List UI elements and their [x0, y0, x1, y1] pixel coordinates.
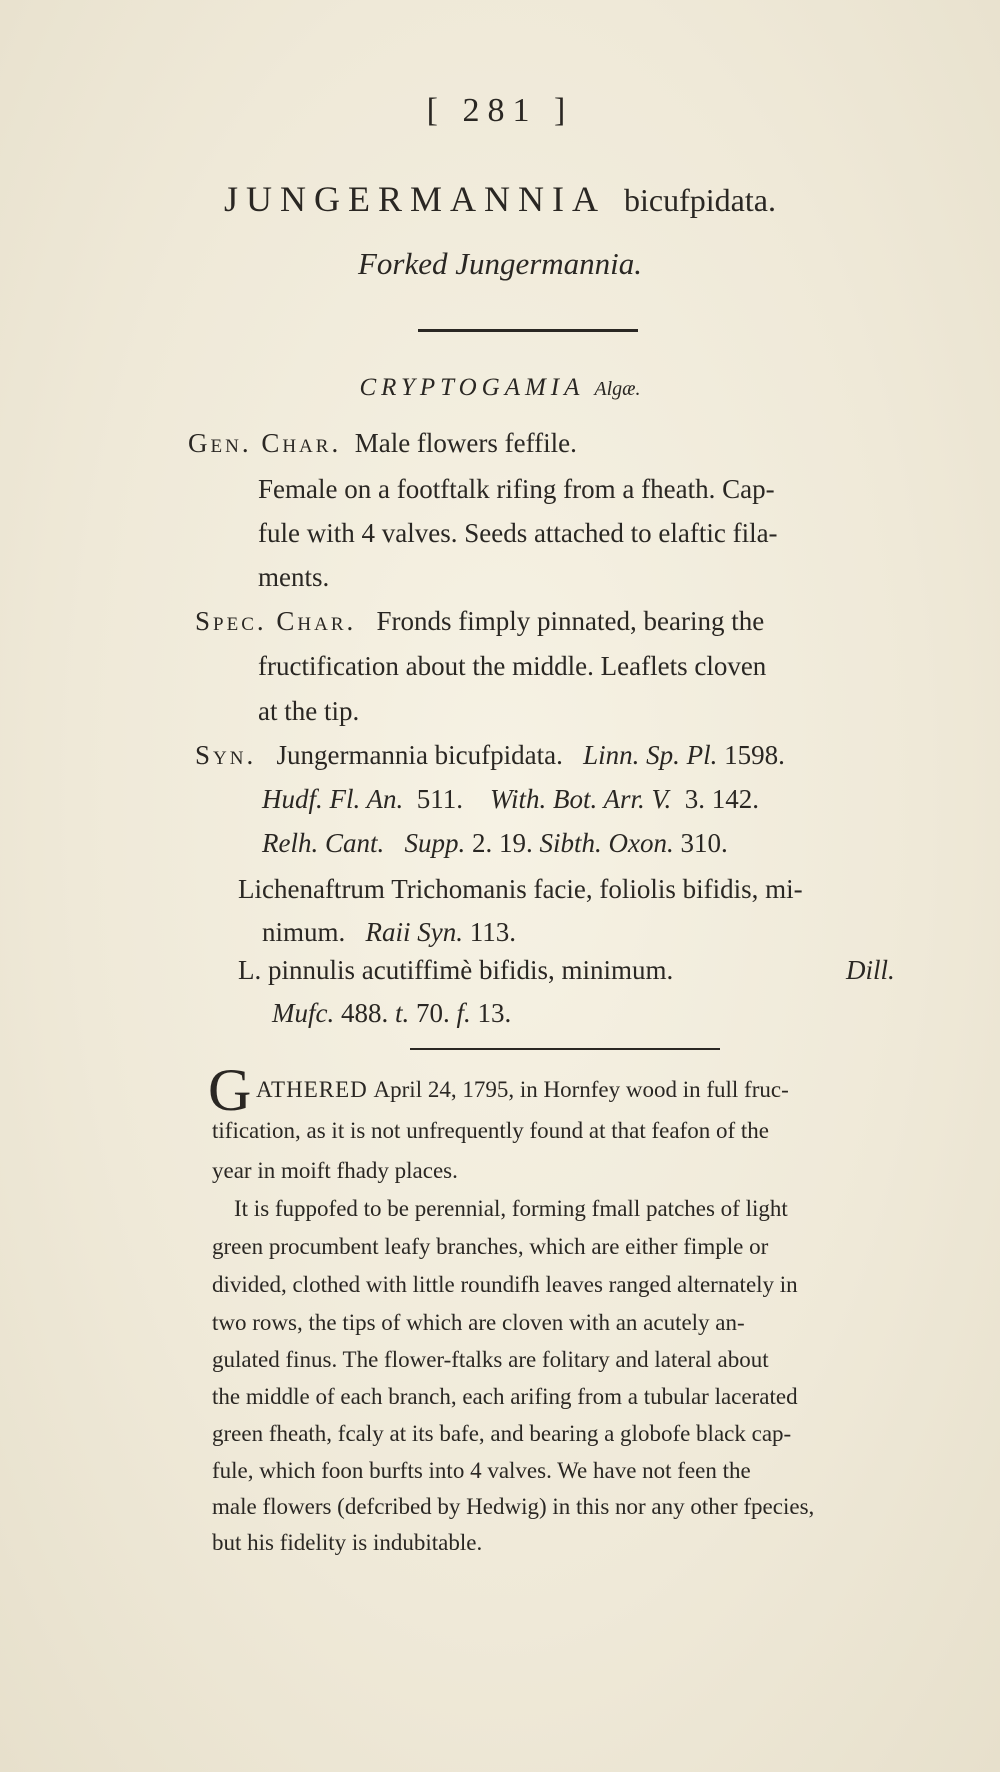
- gen-char-line-2: Female on a footftalk rifing from a fheath. Cap-: [258, 474, 775, 504]
- syn-ref: Mufc.: [272, 998, 335, 1028]
- syn-line-7: [272, 998, 511, 1029]
- species-name: bicufpidata.: [624, 182, 776, 218]
- common-name: Forked Jungermannia.: [357, 246, 643, 281]
- syn-ref: Raii Syn.: [365, 917, 463, 947]
- page-number: [ 281 ]: [426, 92, 574, 129]
- syn-num: 1598.: [724, 740, 785, 770]
- syn-line-5: [262, 917, 516, 948]
- description-line-12: male flowers (defcribed by Hedwig) in this nor any other fpecies,: [212, 1494, 815, 1519]
- gen-char-line-4: ments.: [258, 562, 330, 592]
- syn-line-6-ref: [846, 955, 895, 986]
- syn-line-6: [238, 955, 673, 986]
- syn-ref: Dill.: [846, 955, 895, 985]
- class-name: CRYPTOGAMIA: [359, 374, 585, 401]
- syn-ref: Hudf. Fl. An.: [262, 784, 404, 814]
- spec-char-text: Fronds fimply pinnated, bearing the: [376, 606, 765, 636]
- syn-num: 13.: [477, 998, 512, 1028]
- gen-char-line-1: [188, 428, 577, 459]
- gen-char-text: Male flowers feffile.: [354, 428, 577, 458]
- syn-num: 113.: [469, 917, 516, 947]
- gen-char-line-3: fule with 4 valves. Seeds attached to elaftic fila-: [258, 518, 778, 548]
- syn-ref: Supp.: [404, 828, 466, 858]
- syn-ref: Relh. Cant.: [262, 828, 385, 858]
- description-line-1: [256, 1077, 789, 1103]
- description-line-5: green procumbent leafy branches, which are either fimple or: [212, 1234, 769, 1259]
- syn-num: 488.: [340, 998, 389, 1028]
- gen-char-label: Gen. Char.: [188, 428, 342, 458]
- syn-line-3: [262, 828, 728, 859]
- order-name: Algæ.: [594, 378, 641, 400]
- syn-num: 310.: [680, 828, 728, 858]
- description-head-word: ATHERED: [256, 1077, 368, 1102]
- spec-char-line-1: [195, 606, 764, 637]
- description-line-6: divided, clothed with little roundifh leaves ranged alternately in: [212, 1272, 798, 1297]
- syn-line-1: [195, 740, 785, 771]
- syn-label: Syn.: [195, 740, 257, 770]
- syn-ref: With. Bot. Arr. V.: [490, 784, 672, 814]
- description-line-8: gulated finus. The flower-ftalks are folitary and lateral about: [212, 1347, 769, 1372]
- syn-text: L. pinnulis acutiffimè bifidis, minimum.: [238, 955, 674, 985]
- drop-cap: G: [208, 1057, 252, 1123]
- description-line-3: year in moift fhady places.: [212, 1158, 458, 1183]
- syn-num: 70.: [416, 998, 450, 1028]
- description-line-13: but his fidelity is indubitable.: [212, 1530, 483, 1555]
- syn-ref: Linn. Sp. Pl.: [583, 740, 718, 770]
- syn-ref: Sibth. Oxon.: [539, 828, 674, 858]
- syn-ref: f.: [456, 998, 471, 1028]
- divider-rule: [410, 1048, 720, 1050]
- description-line-4: It is fuppofed to be perennial, forming fmall patches of light: [234, 1196, 788, 1221]
- spec-char-line-2: fructification about the middle. Leaflets cloven: [258, 651, 767, 681]
- spec-char-line-3: at the tip.: [258, 696, 360, 726]
- genus-name: JUNGERMANNIA: [224, 179, 607, 219]
- description-line-7: two rows, the tips of which are cloven with an acutely an-: [212, 1310, 745, 1335]
- spec-char-label: Spec. Char.: [195, 606, 357, 636]
- description-line-11: fule, which foon burfts into 4 valves. We have not feen the: [212, 1458, 751, 1483]
- syn-num: 511.: [416, 784, 463, 814]
- description-line-10: green fheath, fcaly at its bafe, and bearing a globofe black cap-: [212, 1421, 792, 1446]
- syn-text: nimum.: [262, 917, 346, 947]
- syn-line-2: [262, 784, 759, 815]
- syn-ref: t.: [394, 998, 410, 1028]
- description-line-2: tification, as it is not unfrequently found at that feafon of the: [212, 1118, 769, 1143]
- description-text: April 24, 1795, in Hornfey wood in full fruc-: [373, 1077, 789, 1102]
- divider-rule: [418, 329, 638, 332]
- syn-line-4: Lichenaftrum Trichomanis facie, foliolis bifidis, mi-: [238, 874, 803, 904]
- classification: [0, 374, 1000, 402]
- description-line-9: the middle of each branch, each arifing from a tubular lacerated: [212, 1384, 798, 1409]
- title-line: [0, 178, 1000, 220]
- syn-num: 2. 19.: [472, 828, 533, 858]
- syn-num: 3. 142.: [684, 784, 760, 814]
- syn-text: Jungermannia bicufpidata.: [276, 740, 563, 770]
